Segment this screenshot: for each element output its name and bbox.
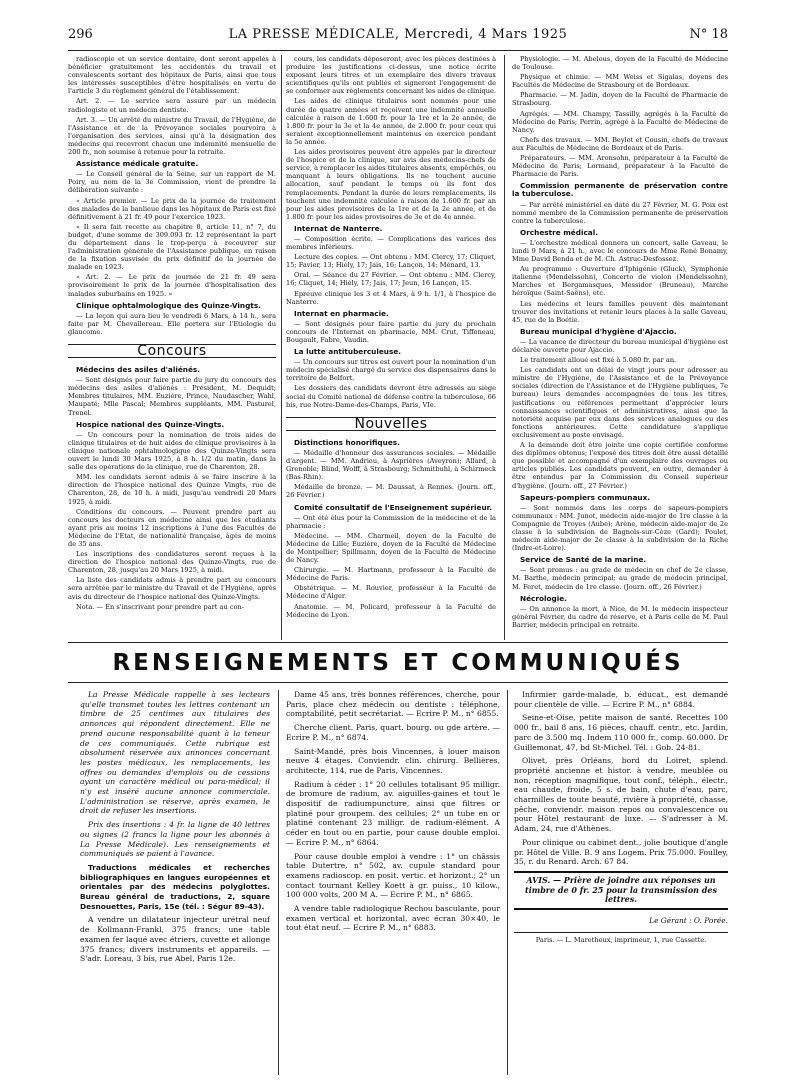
section-rule	[68, 642, 728, 643]
classified-ad: La Presse Médicale rappelle à ses lecteurs qu'elle transmet toutes les lettres contenant un timbre de 25 centimes aux titulaires des annonces qui répondent directement. Elle ne prend aucune responsabilité quant à la teneur de ces communiqués. Cette rubrique est absolument réservée aux annonces concernant les postes médicaux, les remplacements, les offres ou demandes d'emplois ou de cessions ayant un caractère médical ou para-médical; il n'y est inséré aucune annonce commerciale. L'administration se réserve, après examen, le droit de refuser les insertions.	[80, 690, 270, 816]
classified-ad: Pour clinique ou cabinet dent., jolie boutique d'angle pr. Hôtel de Ville. B. 9 ans Logem. Prix 75.000. Foulley, 35, r. du Renard. Arch. 67 84.	[514, 837, 728, 867]
article-paragraph: MM. les candidats seront admis à se faire inscrire à la direction de l'hospice national des Quinze Vingts, rue de Charenton, 28, de 10 h. à midi, jusqu'au vendredi 20 Mars 1925, à midi.	[68, 473, 276, 506]
classified-ad: Seine-et-Oise, petite maison de santé. Recettes 100 000 fr., bail 8 ans, 16 pièces, chauff. centr., etc. Jardin, parc de 3.500 mq. Indem 110 000 fr., comp. 60.000. Dr Guillemonat, 47, bd St-Michel. Tél. : Gob. 24-81.	[514, 713, 728, 752]
article-heading: Service de Santé de la marine.	[520, 555, 647, 565]
article-paragraph: — Médaille d'honneur des assurances sociales. — Médaille d'argent. — MM. Andrieu, à Asprières (Aveyron); Allard, à Grenoble; Blind, Wolff, à Strasbourg; Schmitbuhl, à Schirmeck (Bas-Rhin).	[286, 448, 496, 482]
article-heading: Bureau municipal d'hygiène d'Ajaccio.	[520, 326, 677, 336]
article-paragraph: Oral. — Séance du 27 Février. — Ont obtenu : MM. Clercy, 16; Cliquet, 14; Hiély, 17; Jais, 17; Jeun, 16 Lançon, 15.	[286, 271, 496, 288]
article-paragraph: Physique et chimie. — MM Weiss et Sigalas, doyens des Facultés de Médecine de Strasbourg et de Bordeaux.	[512, 73, 728, 90]
article-paragraph: « Article premier. — Le prix de la journée de traitement des malades de la banlieue dans les hôpitaux de Paris est fixé définitivement à 21 fr. 49 pour l'exercice 1923.	[68, 196, 276, 221]
printer-line: Paris. — L. Maretheux, imprimeur, 1, rue Cassette.	[514, 932, 728, 946]
article-paragraph: Médecine. — MM. Charmeil, doyen de la Faculté de Médecine de Lille; Euzière, doyen de la Faculté de Médecine de Montpellier; Spillmann, doyen de la Faculté de Médecine de Nancy.	[286, 531, 496, 565]
classified-ad: Dame 45 ans, très bonnes références, cherche, pour Paris, place chez médecin ou dentiste : téléphone, comptabilité, petit secrétariat. — Ecrire P. M., n° 6855.	[286, 690, 500, 719]
classified-ad: A vendre table radiologique Rechou basculante, pour examen vertical et horizontal, avec écran 30×40, le tout état neuf. — Ecrire P. M., n° 6883.	[286, 904, 500, 933]
article-paragraph: Les candidats ont un délai de vingt jours pour adresser au ministre de l'Hygiène, de l'Assistance et de la Prévoyance sociales (direction de l'Assistance et de l'Hygiène publiques, 7e bureau) leurs demandes accompagnées de tous les titres, justifications ou références permettant d'apprécier leurs connaissances scientifiques et administratives, ainsi que la notoriété acquise par eux dans des services analogues ou des fonctions antérieures. Cette candidature s'applique exclusivement au poste envisagé.	[512, 366, 728, 439]
article-paragraph: Lecture des copies. — Ont obtenu : MM. Clercy, 17; Cliquet, 15; Favier, 13; Hiély, 17; Jais, 16; Lançon, 14; Ménard, 13.	[286, 253, 496, 270]
article-heading: La lutte antituberculeuse.	[294, 347, 402, 357]
column-3	[512, 55, 728, 640]
article-paragraph: — Un concours sur titres est ouvert pour la nomination d'un médecin spécialisé chargé du service des dispensaires dans le territoire de Belfort.	[286, 358, 496, 383]
article-heading: Hospice national des Quinze-Vingts.	[76, 419, 225, 429]
article-paragraph: Art. 3. — Un arrêté du ministre du Travail, de l'Hygiène, de l'Assistance et de la Prévoyance sociales pourvoira à l'organisation des services, ainsi qu'à la désignation des médecins qui recevront chacun une indemnité mensuelle de 200 fr., non soumise à retenue pour la retraite.	[68, 115, 276, 157]
article-heading: Assistance médicale gratuite.	[76, 159, 199, 169]
ads-column-3-items	[514, 690, 728, 867]
avis-notice: AVIS. — Prière de joindre aux réponses un timbre de 0 fr. 25 pour la transmission des lettres.	[514, 871, 728, 910]
article-paragraph: — Sont désignés pour faire partie du jury du prochain concours de l'Internat en pharmacie, MM. Crut, Tiffeneau, Bougault, Fabre, Vaudin.	[286, 319, 496, 344]
article-heading: Commission permanente de préservation contre la tuberculose.	[512, 181, 728, 199]
article-paragraph: — Composition écrite. — Complications des varices des membres inférieurs.	[286, 234, 496, 252]
section-heading: Concours	[68, 344, 276, 358]
article-paragraph: Les dossiers des candidats devront être adressés au siège social du Comité national de défense contre la tuberculose, 66 bis, rue Notre-Dame-des-Champs, Paris, VIe.	[286, 384, 496, 409]
article-paragraph: Chefs des travaux. — MM. Beylot et Cousin, chefs de travaux aux Facultés de Médecine de Bordeaux et de Paris.	[512, 135, 728, 152]
article-paragraph: A la demande doit être jointe une copie certifiée conforme des diplômes obtenus; l'exposé des titres doit être aussi détaillé que possible et accompagné d'un exemplaire des ouvrages ou articles publiés. Les candidats peuvent, en outre, demander à être entendus par la Commission du Conseil supérieur d'hygiène. (Journ. off., 27 Février.)	[512, 441, 728, 490]
article-paragraph: Les inscriptions des candidatures seront reçues à la direction de l'hospice national des Quinze-Vingts, rue de Charenton, 28, jusqu'au 20 Mars 1925, à midi.	[68, 550, 276, 575]
issue-number: N° 18	[689, 27, 728, 42]
classified-ad: Pour cause double emploi à vendre : 1° un châssis table Dutertre, n° 502, av. cupule standard pour examens radioscop. en posit. vertic. et horizont.; 2° un contact tournant Kelley Koett à gr. puiss., 10 kilow., 100 000 volts, 200 M A. — Ecrire P. M., n° 6865.	[286, 851, 500, 900]
article-paragraph: — La vacance de directeur du bureau municipal d'hygiène est déclarée ouverte pour Ajaccio.	[512, 337, 728, 354]
article-paragraph: — L'orchestre médical donnera un concert, salle Gaveau, le lundi 9 Mars, à 21 h., avec le concours de Mme René Bonamy, Mme David Benda et de M. Ch. Astruc-Desfossez.	[512, 238, 728, 264]
column-divider	[278, 690, 279, 1075]
article-paragraph: Les aides de clinique titulaires sont nommés pour une durée de quatre années et reçoivent une indemnité annuelle calculée à raison de 1.600 fr. pour la 1re et la 2e année, de 1.800 fr. pour la 3e et la 4e année, de 2.000 fr. pour ceux qui seraient exceptionnellement maintenus en exercice pendant la 5e année.	[286, 97, 496, 146]
ads-column-3	[514, 690, 728, 1075]
article-paragraph: Les aides provisoires peuvent être appelés par le directeur de l'hospice et de la clinique, sur avis des médecins-chefs de service, à remplacer les aides titulaires absents, empêchés, ou manquant à leurs obligations. Ils ne touchent aucune allocation, sauf pendant le temps où ils font des remplacements. Pendant la durée de leurs remplacements, ils touchent une indemnité calculée à raison de 1.600 fr. par an pour les aides provisoires de la 1re et de la 2e année, et de 1.800 fr. pour les aides provisoires de 3e et de 4e année.	[286, 148, 496, 221]
article-paragraph: — Sont désignés pour faire partie du jury du concours des médecins des asiles d'aliénés : Président, M. Dequidt; Membres titulaires, MM. Euzière, Prince, Naudascher, Wahl, Maupaté; Mlle Pascal; Membres suppléants, MM. Pasturel, Trenel.	[68, 376, 276, 417]
gerant-signature: Le Gérant : O. Porée.	[649, 916, 728, 926]
ads-column-1	[80, 690, 270, 1075]
news-columns	[68, 55, 728, 640]
page-number: 296	[68, 27, 93, 42]
article-paragraph: Anatomie. — M. Policard, professeur à la Faculté de Médecine de Lyon.	[286, 602, 496, 619]
article-paragraph: La liste des candidats admis à prendre part au concours sera arrêtée par le ministre du Travail et de l'Hygiène, après avis du directeur de l'hospice national des Quinze-Vingts.	[68, 576, 276, 601]
masthead-title: LA PRESSE MÉDICALE, Mercredi, 4 Mars 1925	[228, 27, 568, 42]
classified-ad: Radium à céder : 1° 20 cellules totalisant 95 milligr. de bromure de radium, av. aiguilles-gaines et tout le dispositif de radiumpuncture, ainsi que filtres or platiné pour groupem. des cellules; 2° un tube en or platiné contenant 23 milligr. de radium-élément. A céder en tout ou en partie, pour cause double emploi. — Ecrire P. M., n° 6864.	[286, 779, 500, 847]
article-paragraph: Art. 2. — Le service sera assuré par un médecin radiologiste et un médecin dentiste.	[68, 97, 276, 114]
header-rule	[68, 50, 728, 51]
article-heading: Internat de Nanterre.	[294, 223, 383, 233]
classified-ad: Olivet, près Orléans, bord du Loiret, splend. propriété ancienne et histor. à vendre, meublée ou non, réception magnifique, tout conf., téléph., électr., eau chaude, froide, 5 s. de bain, chute d'eau, parc, charmilles de toute beauté, rivière à propriété, chasse, pêche, conviendr. maison repos ou convalescence ou pour Hôtel restaurant de luxe. — S'adresser à M. Adam, 24, rue d'Athènes.	[514, 756, 728, 834]
article-paragraph: Les médecins et leurs familles peuvent dès maintenant trouver des invitations et retenir leurs places à la salle Gaveau, 45, rue de la Boétie.	[512, 299, 728, 324]
article-paragraph: « Art. 2. — Le prix de journée de 21 fr. 49 sera provisoirement le prix de la journée d'hospitalisation des malades suburbains en 1925. »	[68, 273, 276, 298]
column-divider	[507, 690, 508, 1075]
classified-ad: Saint-Mandé, près bois Vincennes, à louer maison neuve 4 étages. Conviendr. clin. chirurg. Bellières, architecte, 114, rue de Paris, Vincennes.	[286, 746, 500, 775]
section-rule	[68, 682, 728, 683]
article-paragraph: — Un concours pour la nomination de trois aides de clinique titulaires et de huit aides de clinique provisoires à la clinique nationale ophtalmologique des Quinze-Vingts sera ouvert le lundi 30 Mars 1925, à 8 h. 1/2 du matin, dans la salle des opérations de la clinique, rue de Charenton, 28.	[68, 430, 276, 472]
article-paragraph: Au programme : Ouverture d'Iphigénie (Gluck), Symphonie italienne (Mendelssohn), Concerto de violon (Mendelssohn), Marches et Bergamasques, Messidor (Bruneau), Marche héroïque (Saint-Saëns), etc.	[512, 265, 728, 298]
article-paragraph: cours, les candidats déposeront, avec les pièces destinées à produire les justifications ci-dessus, une notice écrite exposant leurs titres et un exemplaire des divers travaux scientifiques qu'ils ont publiés et signeront l'engagement de se conformer aux règlements concernant les aides de clinique.	[286, 55, 496, 96]
article-paragraph: Préparateurs. — MM. Aronsohn, préparateur à la Faculté de Médecine de Paris; Lormand, préparateur à la Faculté de Pharmacie de Paris.	[512, 154, 728, 179]
classified-ad: Cherche client. Paris, quart. bourg. ou gde artère. — Ecrire P. M., n° 6874.	[286, 723, 500, 742]
article-paragraph: « Il sera fait recette au chapitre 8, article 11, n° 7, du budget, d'une somme de 309.093 fr. 12 représentant la part du département dans le trop-perçu à recouvrer sur l'administration générale de l'Assistance publique, en raison de la fixation susvisée du prix définitif de la journée de malade en 1923.	[68, 222, 276, 272]
article-paragraph: Nota. — En s'inscrivant pour prendre part au con-	[76, 602, 244, 611]
column-divider	[281, 55, 282, 640]
article-heading: Orchestre médical.	[520, 227, 598, 237]
article-paragraph: — Le Conseil général de la Seine, sur un rapport de M. Poiry, au nom de la 3e Commission, vient de prendre la délibération suivante :	[68, 170, 276, 195]
article-paragraph: Le traitement alloué est fixé à 5.080 fr. par an.	[520, 356, 677, 365]
article-paragraph: Physiologie. — M. Abelous, doyen de la Faculté de Médecine de Toulouse.	[512, 55, 728, 72]
article-paragraph: — Ont été élus pour la Commission de la médecine et de la pharmacie :	[286, 513, 496, 530]
article-paragraph: — Par arrêté ministériel en date du 27 Février, M. G. Poix est nommé membre de la Commission permanente de préservation contre la tuberculose.	[512, 200, 728, 225]
column-1	[68, 55, 276, 640]
column-divider	[504, 55, 505, 640]
ads-columns	[68, 690, 728, 1075]
article-paragraph: — Sont nommés dans les corps de sapeurs-pompiers communaux : MM. Junot, médecin aide-major de 1re classe à la Compagnie de Troyes (Aube); Arène, médecin aide-major de 2e classe à la subdivision de Bagnols-sur-Cèze (Gard); Poulet, médecin aide-major de 2e classe à la subdivision de la Riche (Indre-et-Loire).	[512, 503, 728, 553]
article-paragraph: Conditions du concours. — Peuvent prendre part au concours les docteurs en médecine ainsi que les étudiants ayant pris au moins 12 inscriptions à l'une des Facultés de Médecine de l'Etat, de nationalité française, âgés de moins de 35 ans.	[68, 507, 276, 548]
classified-ad: Infirmier garde-malade, b. éducat., est demandé pour clientèle de ville. — Ecrire P. M., n° 6884.	[514, 690, 728, 709]
column-2	[286, 55, 496, 640]
ads-column-2	[286, 690, 500, 1075]
article-paragraph: — La leçon qui aura lieu le vendredi 6 Mars, à 14 h., sera faite par M. Chevallereau. Elle portera sur l'Etiologie du glaucome.	[68, 311, 276, 336]
article-paragraph: Obstétrique. — M. Rouvier, professeur à la Faculté de Médecine d'Alger.	[286, 584, 496, 601]
page-header	[68, 27, 728, 49]
article-heading: Comité consultatif de l'Enseignement supérieur.	[294, 502, 492, 512]
article-heading: Sapeurs-pompiers communaux.	[520, 492, 651, 502]
article-paragraph: Epreuve clinique les 3 et 4 Mars, à 9 h. 1/1, à l'hospice de Nanterre.	[286, 289, 496, 306]
article-heading: Médecins des asiles d'aliénés.	[76, 365, 201, 375]
section-heading: Nouvelles	[286, 417, 496, 431]
article-paragraph: — On annonce la mort, à Nice, de M. le médecin inspecteur général Février, du cadre de réserve, et à Paris celle de M. Paul Barrier, médecin principal en retraite.	[512, 604, 728, 629]
article-paragraph: — Sont promus : au grade de médecin en chef de 2e classe, M. Barthe, médecin principal; au grade de médecin principal, M. Feret, médecin de 1re classe. (Journ. off., 26 Février.)	[512, 566, 728, 591]
article-paragraph: Chirurgie. — M. Hartmann, professeur à la Faculté de Médecine de Paris.	[286, 566, 496, 583]
article-heading: Distinctions honorifiques.	[294, 437, 400, 447]
classified-ad: Traductions médicales et recherches bibliographiques en langues européennes et orientales par des médecins polyglottes. Bureau général de traductions, 2, square Desnouettes, Paris, 15e (tél. : Ségur 89-43).	[80, 862, 270, 911]
article-paragraph: Agrégés. — MM. Champy, Tassilly, agrégés à la Faculté de Médecine de Paris; Perrin, agrégé à la Faculté de Médecine de Nancy.	[512, 109, 728, 134]
article-paragraph: Pharmacie. — M. Jadin, doyen de la Faculté de Pharmacie de Strasbourg.	[512, 91, 728, 108]
article-heading: Clinique ophtalmologique des Quinze-Vingts.	[76, 300, 261, 310]
classified-ad: A vendre un dilatateur injecteur urétral neuf de Kollmann-Frankl, 375 francs; une table examen fer laqué avec étriers, cuvette et allonge 375 francs; divers instruments et appareils. — S'adr. Loreau, 3 bis, rue Abel, Paris 12e.	[80, 915, 270, 964]
classified-ad: Prix des insertions : 4 fr. la ligne de 40 lettres ou signes (2 francs la ligne pour les abonnés à La Presse Médicale). Les renseignements et communiqués se paient à l'avance.	[80, 820, 270, 859]
article-paragraph: radioscopie et un service dentaire, dont seront appelés à bénéficier gratuitement les accidentés du travail et convalescents sortant des hôpitaux de Paris, ainsi que tous les intéressés susceptibles d'être hospitalisés en vertu de l'article 3 du règlement général de l'établissement.	[68, 55, 276, 96]
article-heading: Internat en pharmacie.	[294, 308, 389, 318]
article-paragraph: Médaille de bronze. — M. Daussat, à Rennes. (Journ. off., 26 Février.)	[286, 483, 496, 500]
article-heading: Nécrologie.	[520, 593, 567, 603]
ads-section-title: RENSEIGNEMENTS ET COMMUNIQUÉS	[112, 650, 684, 676]
